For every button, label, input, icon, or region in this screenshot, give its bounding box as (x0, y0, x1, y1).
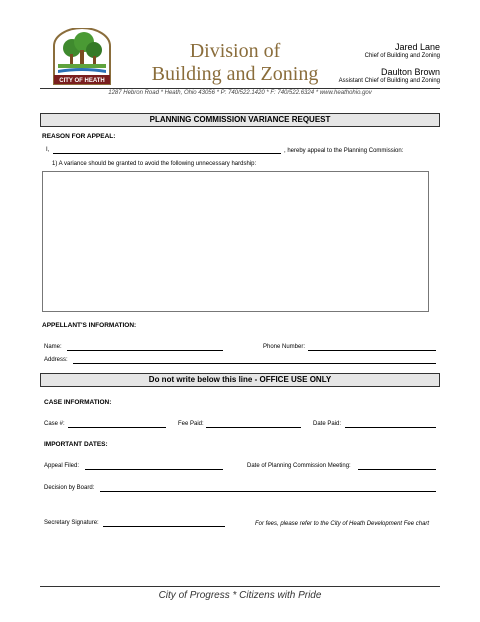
staff-chief-role: Chief of Building and Zoning (364, 53, 440, 59)
dates-heading: IMPORTANT DATES: (44, 441, 108, 448)
appeal-filed-field[interactable] (85, 469, 223, 470)
division-title-line1: Division of (189, 40, 281, 62)
decision-field[interactable] (100, 491, 436, 492)
name-label: Name: (44, 344, 62, 350)
date-paid-field[interactable] (345, 427, 436, 428)
division-title-line2: Building and Zoning (151, 63, 319, 85)
date-paid-label: Date Paid: (313, 421, 342, 427)
fee-label: Fee Paid: (178, 421, 204, 427)
phone-label: Phone Number: (263, 344, 306, 350)
logo-text: CITY OF HEATH (59, 78, 105, 84)
case-heading: CASE INFORMATION: (44, 399, 112, 406)
secretary-label: Secretary Signature: (44, 520, 99, 526)
appeal-suffix: , hereby appeal to the Planning Commission: (284, 148, 404, 154)
address-label: Address: (44, 357, 68, 363)
city-of-heath-logo (50, 28, 114, 86)
appeal-filed-label: Appeal Filed: (44, 463, 80, 469)
phone-field[interactable] (308, 350, 436, 351)
staff-chief-name: Jared Lane (394, 42, 440, 52)
secretary-signature-field[interactable] (103, 526, 225, 527)
office-use-banner: Do not write below this line - OFFICE USE ONLY (40, 373, 440, 387)
meeting-field[interactable] (358, 469, 436, 470)
staff-assistant-role: Assistant Chief of Building and Zoning (338, 78, 440, 84)
meeting-label: Date of Planning Commission Meeting: (247, 463, 351, 469)
name-field[interactable] (67, 350, 223, 351)
address-line: 1287 Hebron Road * Heath, Ohio 43056 * P: 740/522.1420 * F: 740/522.6324 * www.heathohio.gov (108, 90, 372, 96)
staff-chief (365, 42, 440, 60)
division-title (120, 40, 350, 86)
case-field[interactable] (68, 427, 166, 428)
hardship-textarea[interactable] (42, 171, 429, 312)
staff-assistant-name: Daulton Brown (380, 67, 440, 77)
fee-note: For fees, please refer to the City of Heath Development Fee chart (255, 521, 430, 527)
form-title: PLANNING COMMISSION VARIANCE REQUEST (40, 113, 440, 127)
hardship-text: 1) A variance should be granted to avoid the following unnecessary hardship: (52, 161, 257, 167)
appeal-prefix: I, (46, 147, 50, 153)
case-label: Case #: (44, 421, 65, 427)
footer-motto: City of Progress * Citizens with Pride (158, 590, 322, 601)
header-rule (40, 88, 440, 89)
address-field[interactable] (73, 363, 436, 364)
footer-rule (40, 586, 440, 587)
decision-label: Decision by Board: (44, 485, 95, 491)
staff-assistant (339, 67, 440, 85)
appellant-heading: APPELLANT'S INFORMATION: (42, 322, 137, 329)
appellant-name-line[interactable] (53, 153, 281, 154)
reason-heading: REASON FOR APPEAL: (42, 133, 116, 140)
fee-field[interactable] (206, 427, 301, 428)
